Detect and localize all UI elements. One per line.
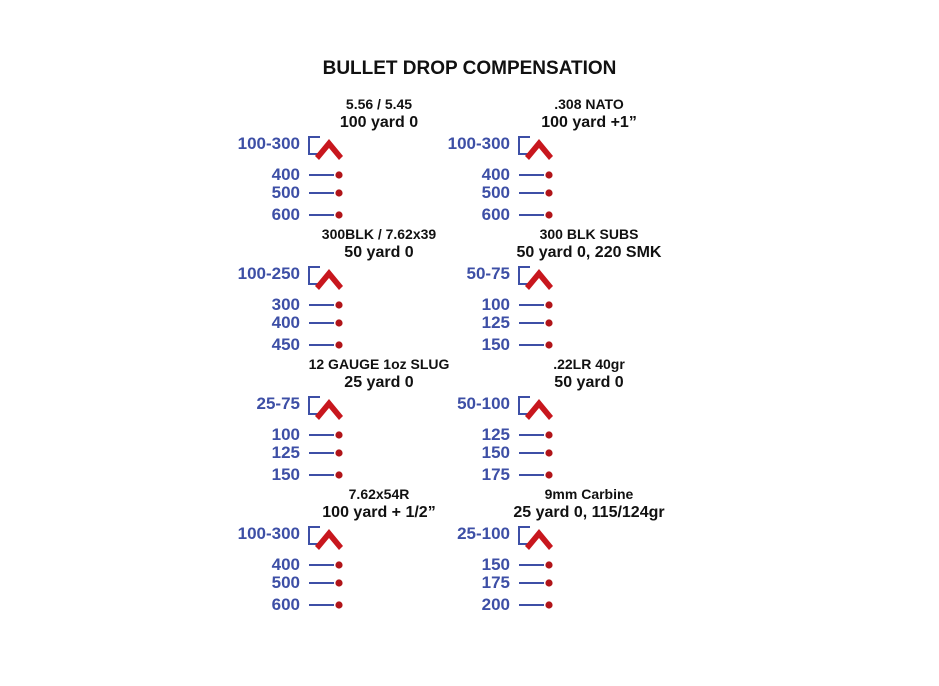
holdover-dot-icon xyxy=(518,300,558,310)
holdover-distance: 125 xyxy=(481,425,510,444)
holdover-dot-icon xyxy=(308,300,348,310)
holdover-dot-icon xyxy=(308,600,348,610)
holdover-distance: 175 xyxy=(481,573,510,592)
holdover-dot-icon xyxy=(518,470,558,480)
holdover-dot-icon xyxy=(308,448,348,458)
holdover-distance: 500 xyxy=(271,573,300,592)
holdover-distance: 500 xyxy=(481,183,510,202)
caliber-name: 9mm Carbine xyxy=(544,486,634,502)
chevron-range-label: 25-100 xyxy=(457,524,510,543)
holdover-dot-icon xyxy=(308,560,348,570)
holdover-dot-icon xyxy=(518,560,558,570)
zero-distance: 25 yard 0, 115/124gr xyxy=(513,504,665,521)
holdover-dot-icon xyxy=(518,600,558,610)
chevron-reticle-icon xyxy=(306,394,352,424)
caliber-block xyxy=(256,356,494,484)
caliber-block xyxy=(237,226,494,354)
chevron-reticle-icon xyxy=(516,524,562,554)
holdover-dot-icon xyxy=(518,318,558,328)
caliber-block xyxy=(237,486,494,614)
holdover-distance: 150 xyxy=(271,465,300,484)
caliber-block xyxy=(466,226,704,354)
caliber-name: 300 BLK SUBS xyxy=(539,226,639,242)
zero-distance: 50 yard 0 xyxy=(554,374,624,391)
caliber-name: .308 NATO xyxy=(554,96,624,112)
holdover-dot-icon xyxy=(308,470,348,480)
chevron-range-label: 100-300 xyxy=(237,524,300,543)
holdover-distance: 150 xyxy=(481,555,510,574)
caliber-name: 5.56 / 5.45 xyxy=(345,96,413,112)
holdover-dot-icon xyxy=(308,170,348,180)
caliber-block xyxy=(457,486,704,614)
caliber-name: 300BLK / 7.62x39 xyxy=(321,226,437,242)
holdover-dot-icon xyxy=(518,210,558,220)
chart-title: BULLET DROP COMPENSATION xyxy=(322,58,617,79)
holdover-dot-icon xyxy=(308,430,348,440)
caliber-name: 7.62x54R xyxy=(348,486,410,502)
holdover-distance: 125 xyxy=(271,443,300,462)
holdover-distance: 400 xyxy=(271,313,300,332)
holdover-dot-icon xyxy=(518,448,558,458)
holdover-distance: 175 xyxy=(481,465,510,484)
holdover-distance: 150 xyxy=(481,443,510,462)
holdover-distance: 500 xyxy=(271,183,300,202)
caliber-block xyxy=(457,356,704,484)
chevron-range-label: 100-250 xyxy=(237,264,300,283)
holdover-distance: 125 xyxy=(481,313,510,332)
holdover-dot-icon xyxy=(518,578,558,588)
holdover-distance: 600 xyxy=(271,595,300,614)
holdover-distance: 400 xyxy=(271,165,300,184)
chevron-range-label: 50-100 xyxy=(457,394,510,413)
holdover-distance: 300 xyxy=(271,295,300,314)
holdover-distance: 200 xyxy=(481,595,510,614)
caliber-name: .22LR 40gr xyxy=(553,356,625,372)
zero-distance: 100 yard + 1/2” xyxy=(322,504,436,521)
zero-distance: 100 yard +1” xyxy=(541,114,637,131)
holdover-distance: 100 xyxy=(271,425,300,444)
chevron-range-label: 100-300 xyxy=(237,134,300,153)
holdover-dot-icon xyxy=(308,340,348,350)
chevron-reticle-icon xyxy=(306,264,352,294)
holdover-distance: 400 xyxy=(271,555,300,574)
caliber-name: 12 GAUGE 1oz SLUG xyxy=(308,356,450,372)
zero-distance: 50 yard 0, 220 SMK xyxy=(516,244,662,261)
holdover-dot-icon xyxy=(518,170,558,180)
holdover-distance: 600 xyxy=(481,205,510,224)
chevron-reticle-icon xyxy=(306,524,352,554)
chevron-range-label: 50-75 xyxy=(466,264,510,283)
holdover-distance: 400 xyxy=(481,165,510,184)
holdover-distance: 150 xyxy=(481,335,510,354)
holdover-distance: 600 xyxy=(271,205,300,224)
chevron-reticle-icon xyxy=(516,394,562,424)
holdover-dot-icon xyxy=(308,188,348,198)
holdover-dot-icon xyxy=(308,318,348,328)
holdover-dot-icon xyxy=(308,578,348,588)
holdover-dot-icon xyxy=(518,430,558,440)
chevron-range-label: 25-75 xyxy=(256,394,300,413)
chevron-range-label: 100-300 xyxy=(447,134,510,153)
caliber-block xyxy=(447,96,704,224)
holdover-distance: 100 xyxy=(481,295,510,314)
holdover-distance: 450 xyxy=(271,335,300,354)
chevron-reticle-icon xyxy=(516,134,562,164)
chevron-reticle-icon xyxy=(516,264,562,294)
zero-distance: 25 yard 0 xyxy=(344,374,414,391)
holdover-dot-icon xyxy=(518,340,558,350)
zero-distance: 100 yard 0 xyxy=(339,114,419,131)
chevron-reticle-icon xyxy=(306,134,352,164)
zero-distance: 50 yard 0 xyxy=(344,244,414,261)
holdover-dot-icon xyxy=(518,188,558,198)
holdover-dot-icon xyxy=(308,210,348,220)
caliber-block xyxy=(237,96,494,224)
